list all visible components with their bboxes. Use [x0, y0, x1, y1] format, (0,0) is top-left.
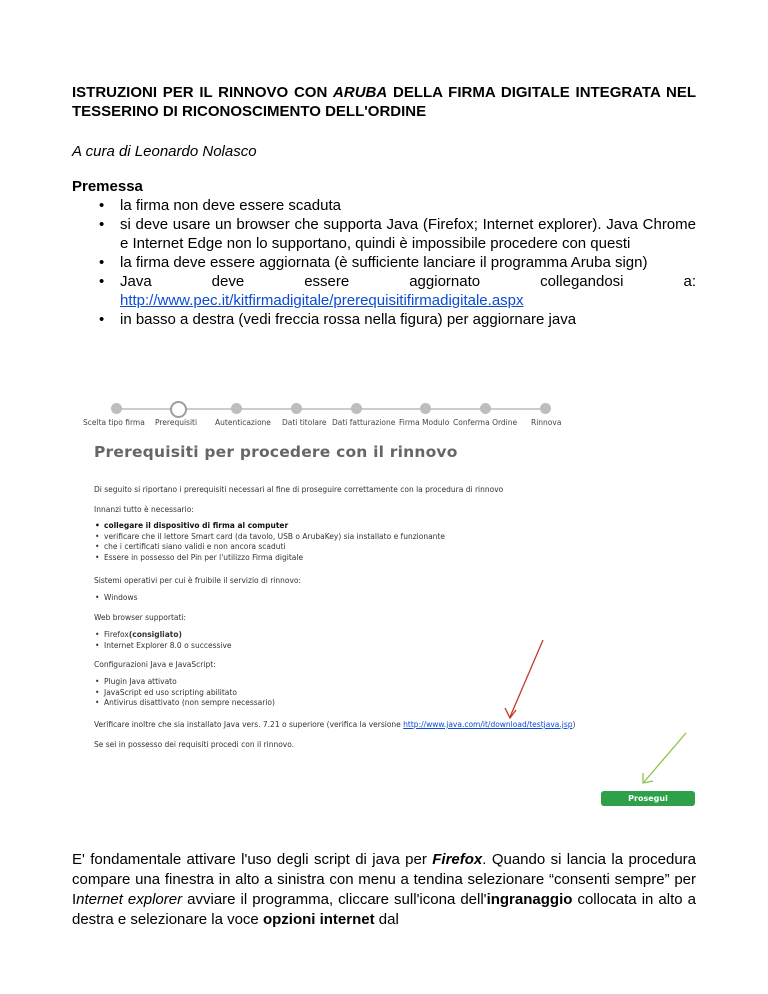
list-item: • Antivirus disattivato (non sempre necessario) [94, 698, 275, 709]
step-label: Dati fatturazione [332, 418, 396, 427]
step-label: Conferma Ordine [453, 418, 518, 427]
verify-end: ) [572, 720, 576, 729]
browser-note: (consigliato) [128, 630, 182, 639]
screenshot-intro: Di seguito si riportano i prerequisiti necessari al fine di proseguire correttamente con la procedura di rinnovo [94, 485, 504, 494]
step-label: Scelta tipo firma [83, 418, 145, 427]
annotation-arrows [83, 395, 698, 815]
verify-text: Verificare inoltre che sia installato Java vers. 7.21 o superiore (verifica la versione [94, 720, 404, 729]
final-line: Se sei in possesso dei requisiti procedi con il rinnovo. [94, 740, 295, 749]
prosegui-button[interactable]: Prosegui [601, 791, 695, 806]
title-aruba: ARUBA [333, 84, 388, 101]
text: E' fondamentale attivare l'uso degli script di java per [72, 851, 433, 868]
body-paragraph [72, 850, 696, 930]
browser-label: Web browser supportati: [94, 613, 187, 622]
text: collocata in alto a destra e selezionare la voce [72, 891, 696, 928]
step-label: Dati titolare [282, 418, 327, 427]
step-label: Autenticazione [215, 418, 271, 427]
word: deve [211, 273, 245, 290]
word: • Java [120, 273, 152, 290]
step-label: Rinnova [531, 418, 562, 427]
config-label: Configurazioni Java e JavaScript: [94, 660, 216, 669]
premessa-list [72, 196, 696, 329]
java-prerequisites-link[interactable]: http://www.pec.it/kitfirmadigitale/prerequisitifirmadigitale.aspx [120, 292, 524, 309]
internet-explorer-emphasis: nternet explorer [76, 891, 183, 908]
screenshot-heading: Prerequisiti per procedere con il rinnovo [94, 443, 458, 461]
list-item: • Windows [94, 593, 137, 604]
java-words [120, 272, 696, 291]
word: aggiornato [409, 273, 481, 290]
opzioni-internet-emphasis: opzioni internet [262, 911, 375, 928]
text: avviare il programma, cliccare sull'icona dell' [182, 891, 487, 908]
step-label: Prerequisiti [155, 418, 198, 427]
word: a: [683, 273, 696, 290]
word: collegandosi [540, 273, 624, 290]
list-item: • che i certificati siano validi e non ancora scaduti [94, 542, 445, 553]
step-label: Firma Modulo [399, 418, 450, 427]
ingranaggio-emphasis: ingranaggio [486, 891, 573, 908]
word: essere [304, 273, 350, 290]
green-arrow-shaft [644, 733, 686, 782]
author-line: A cura di Leonardo Nolasco [72, 143, 257, 160]
firefox-emphasis: Firefox [432, 851, 483, 868]
testjava-link[interactable]: http://www.java.com/it/download/testjava.jsp [403, 720, 573, 729]
list-item: • JavaScript ed uso scripting abilitato [94, 688, 275, 699]
text: . Quando si lancia la procedura compare una finestra in alto a sinistra con menu a tendina selezionare “consenti sempre” per I [72, 851, 696, 908]
list-item-java [72, 272, 696, 310]
list-item: • collegare il dispositivo di firma al computer [94, 521, 445, 532]
text: dal [374, 911, 399, 928]
list-item: • Internet Explorer 8.0 o successive [94, 641, 232, 652]
list-item: • in basso a destra (vedi freccia rossa nella figura) per aggiornare java [72, 310, 696, 329]
list-item: • verificare che il lettore Smart card (da tavolo, USB o ArubaKey) sia installato e funzionante [94, 532, 445, 543]
document-title [72, 83, 696, 121]
embedded-screenshot [83, 395, 698, 815]
title-part: DELLA FIRMA DIGITALE INTEGRATA NEL TESSERINO DI RICONOSCIMENTO DELL'ORDINE [72, 84, 696, 120]
list-item: • la firma non deve essere scaduta [72, 196, 696, 215]
red-arrow-head [505, 708, 516, 718]
list-item: • Plugin Java attivato [94, 677, 275, 688]
os-label: Sistemi operativi per cui è fruibile il servizio di rinnovo: [94, 576, 302, 585]
section-heading-premessa: Premessa [72, 178, 143, 195]
list-item: • si deve usare un browser che supporta Java (Firefox; Internet explorer). Java Chrome e Internet Edge non lo supportano, quindi è impossibile procedere con questi [72, 215, 696, 253]
red-arrow-shaft [510, 640, 543, 717]
title-part: ISTRUZIONI PER IL RINNOVO CON [72, 84, 334, 101]
list-item: • Essere in possesso del Pin per l'utilizzo Firma digitale [94, 553, 445, 564]
screenshot-innanzi: Innanzi tutto è necessario: [94, 505, 194, 514]
list-item: • la firma deve essere aggiornata (è sufficiente lanciare il programma Aruba sign) [72, 253, 696, 272]
browser-firefox: Firefox [104, 630, 129, 639]
